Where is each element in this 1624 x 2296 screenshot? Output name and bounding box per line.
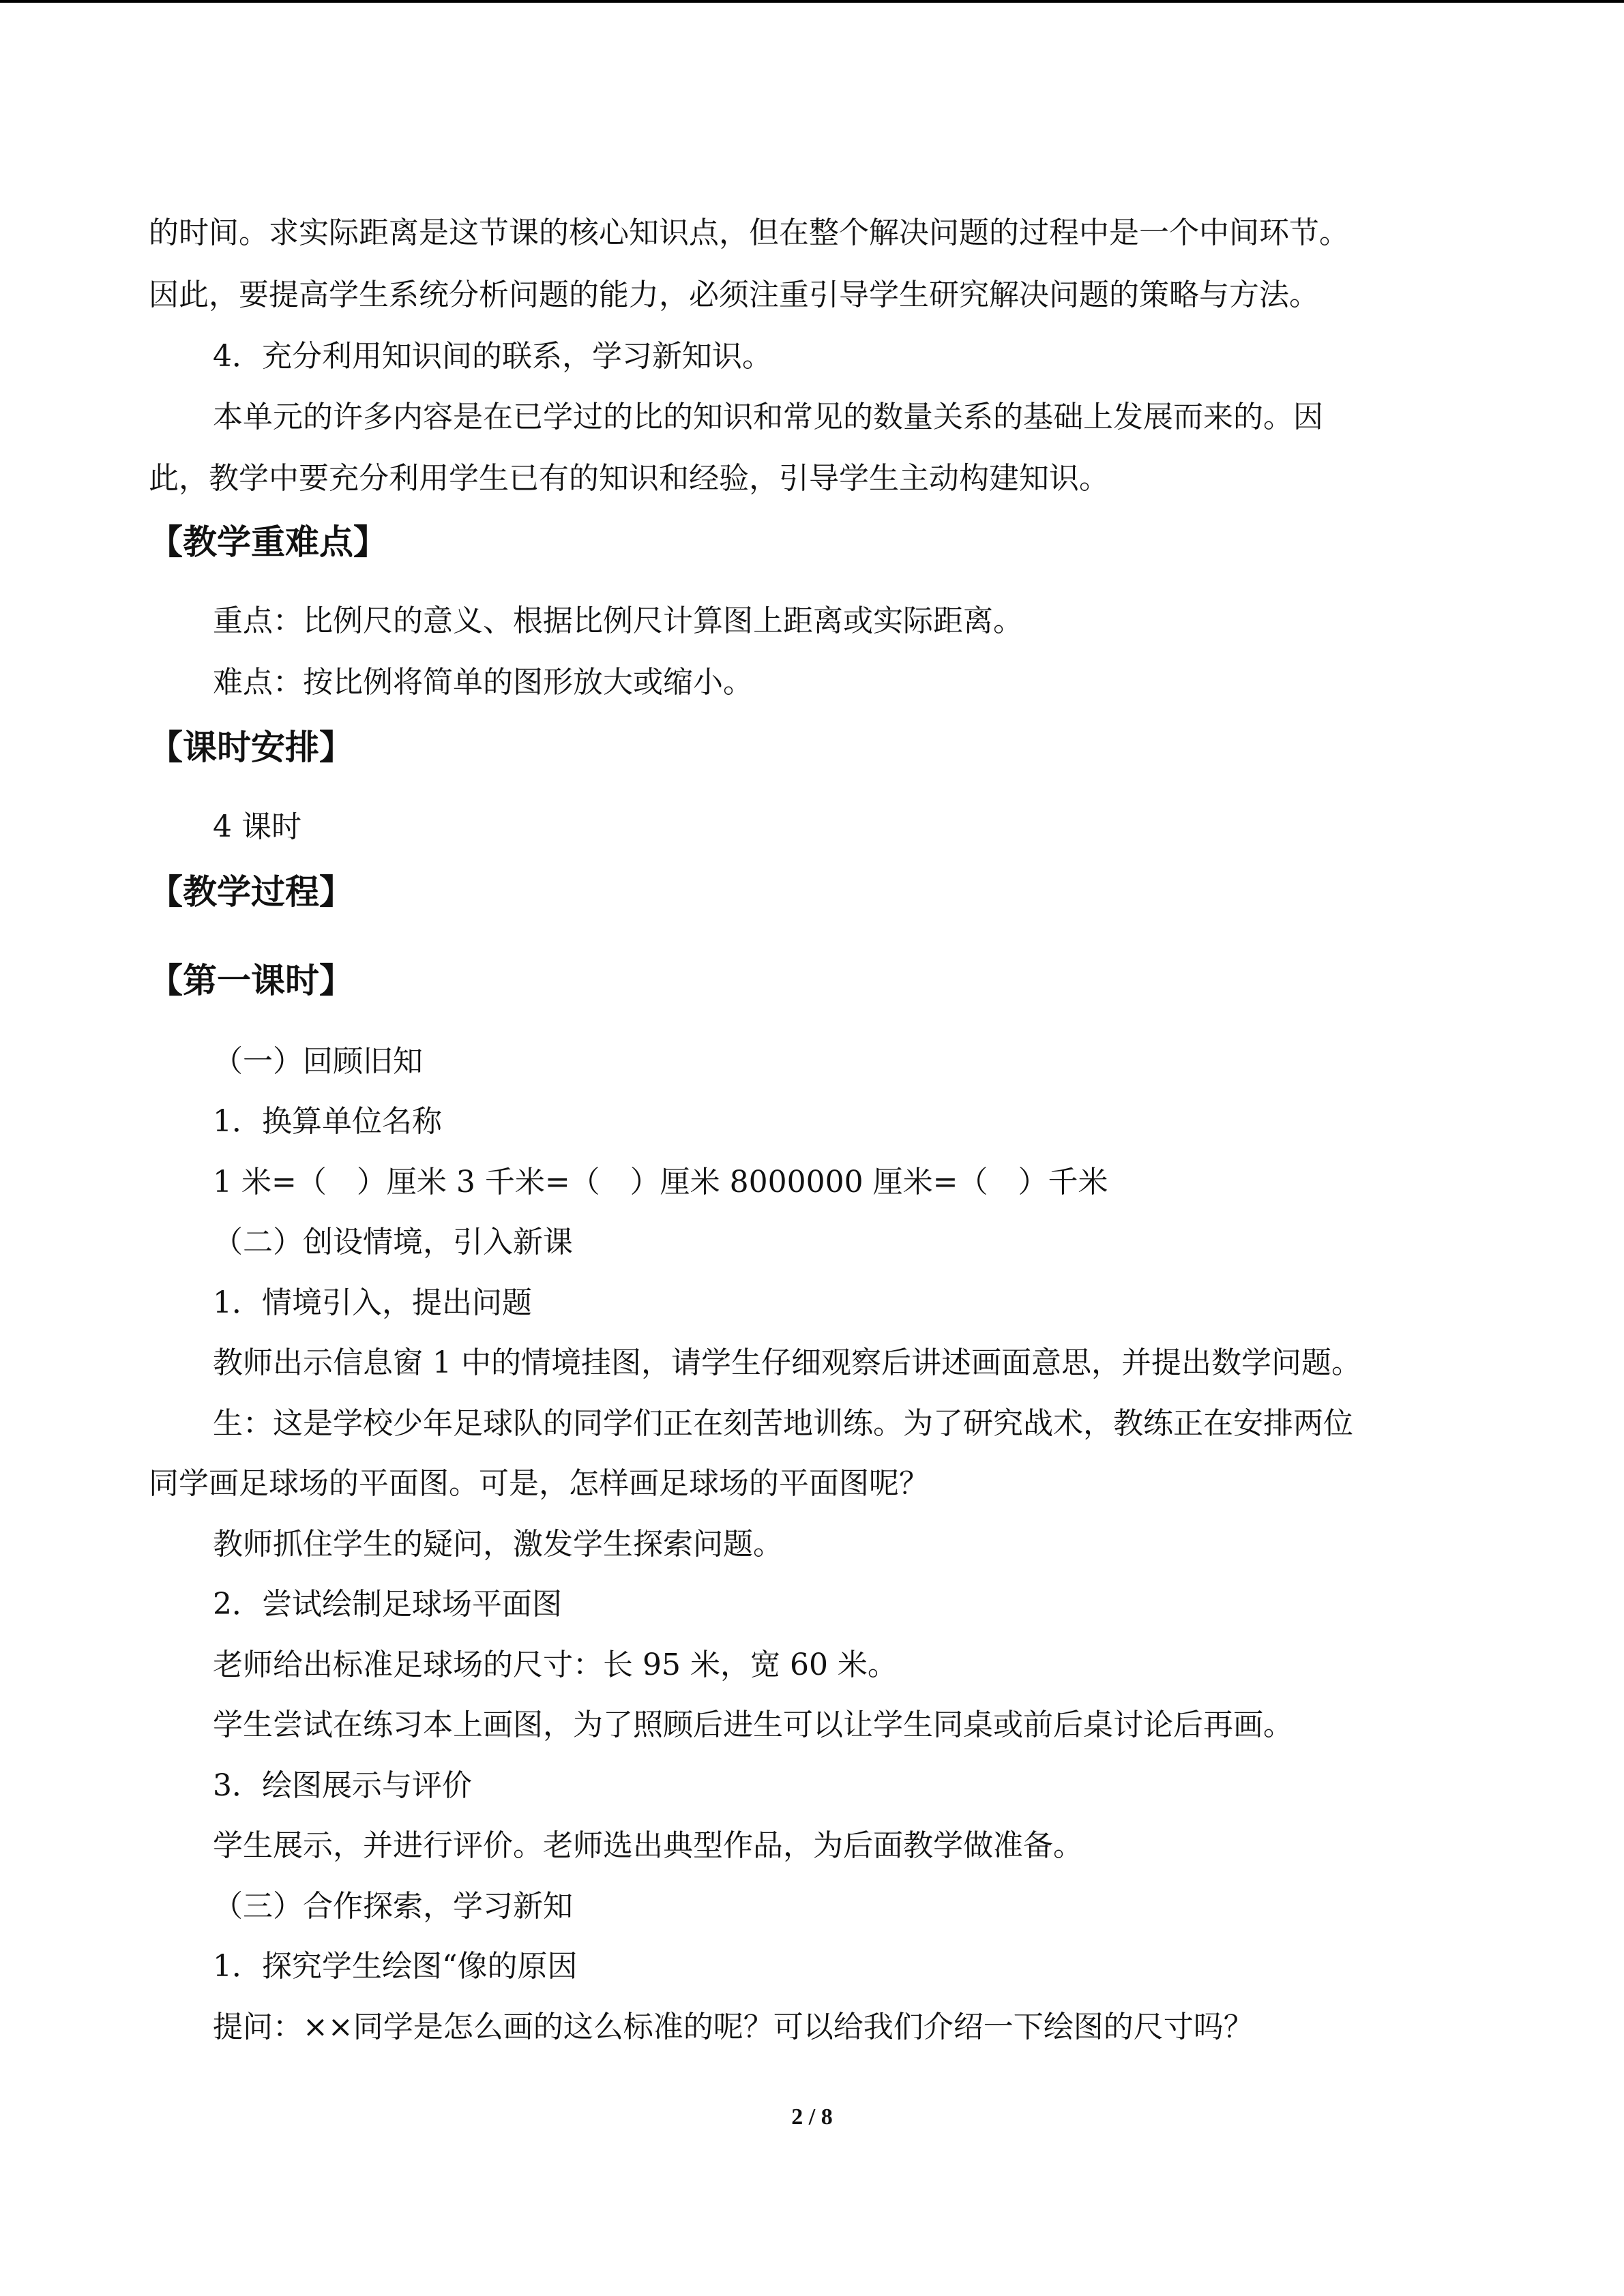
section-heading-lesson1: 【第一课时】	[149, 961, 353, 1000]
list-item: （二）创设情境，引入新课	[213, 1225, 573, 1259]
list-item: 1．换算单位名称	[213, 1104, 442, 1139]
hard-point-text: 难点：按比例将简单的图形放大或缩小。	[213, 665, 753, 700]
paragraph-line: 本单元的许多内容是在已学过的比的知识和常见的数量关系的基础上发展而来的。因	[213, 400, 1323, 434]
schedule-text: 4 课时	[213, 809, 301, 844]
paragraph-line: 的时间。求实际距离是这节课的核心知识点，但在整个解决问题的过程中是一个中间环节。	[149, 215, 1349, 250]
list-item: 3．绘图展示与评价	[213, 1768, 472, 1803]
list-item: 2．尝试绘制足球场平面图	[213, 1587, 562, 1622]
list-item: 同学画足球场的平面图。可是，怎样画足球场的平面图呢？	[149, 1466, 929, 1501]
list-item: 生：这是学校少年足球队的同学们正在刻苦地训练。为了研究战术，教练正在安排两位	[213, 1406, 1353, 1441]
section-heading-process: 【教学过程】	[149, 872, 353, 912]
paragraph-line: 因此，要提高学生系统分析问题的能力，必须注重引导学生研究解决问题的策略与方法。	[149, 278, 1319, 312]
list-item: 1．情境引入，提出问题	[213, 1285, 532, 1320]
page-number: 2 / 8	[791, 2104, 833, 2130]
list-item: 教师抓住学生的疑问，激发学生探索问题。	[213, 1527, 783, 1562]
section-heading-schedule: 【课时安排】	[149, 728, 353, 767]
key-point-text: 重点：比例尺的意义、根据比例尺计算图上距离或实际距离。	[213, 603, 1023, 638]
list-item: 学生展示，并进行评价。老师选出典型作品，为后面教学做准备。	[213, 1828, 1083, 1863]
list-item: 1 米=（ ）厘米 3 千米=（ ）厘米 8000000 厘米=（ ）千米	[213, 1165, 1108, 1199]
paragraph-line: 4．充分利用知识间的联系，学习新知识。	[213, 339, 772, 374]
list-item: 1．探究学生绘图“像的原因	[213, 1949, 578, 1984]
section-heading-difficulty: 【教学重难点】	[149, 522, 387, 562]
list-item: （三）合作探索，学习新知	[213, 1889, 573, 1924]
list-item: 提问：××同学是怎么画的这么标准的呢？可以给我们介绍一下绘图的尺寸吗？	[213, 2010, 1254, 2044]
list-item: 老师给出标准足球场的尺寸：长 95 米，宽 60 米。	[213, 1648, 898, 1682]
list-item: 教师出示信息窗 1 中的情境挂图，请学生仔细观察后讲述画面意思，并提出数学问题。	[213, 1345, 1361, 1380]
list-item: 学生尝试在练习本上画图，为了照顾后进生可以让学生同桌或前后桌讨论后再画。	[213, 1708, 1293, 1742]
list-item: （一）回顾旧知	[213, 1044, 423, 1079]
paragraph-line: 此，教学中要充分利用学生已有的知识和经验，引导学生主动构建知识。	[149, 461, 1109, 496]
